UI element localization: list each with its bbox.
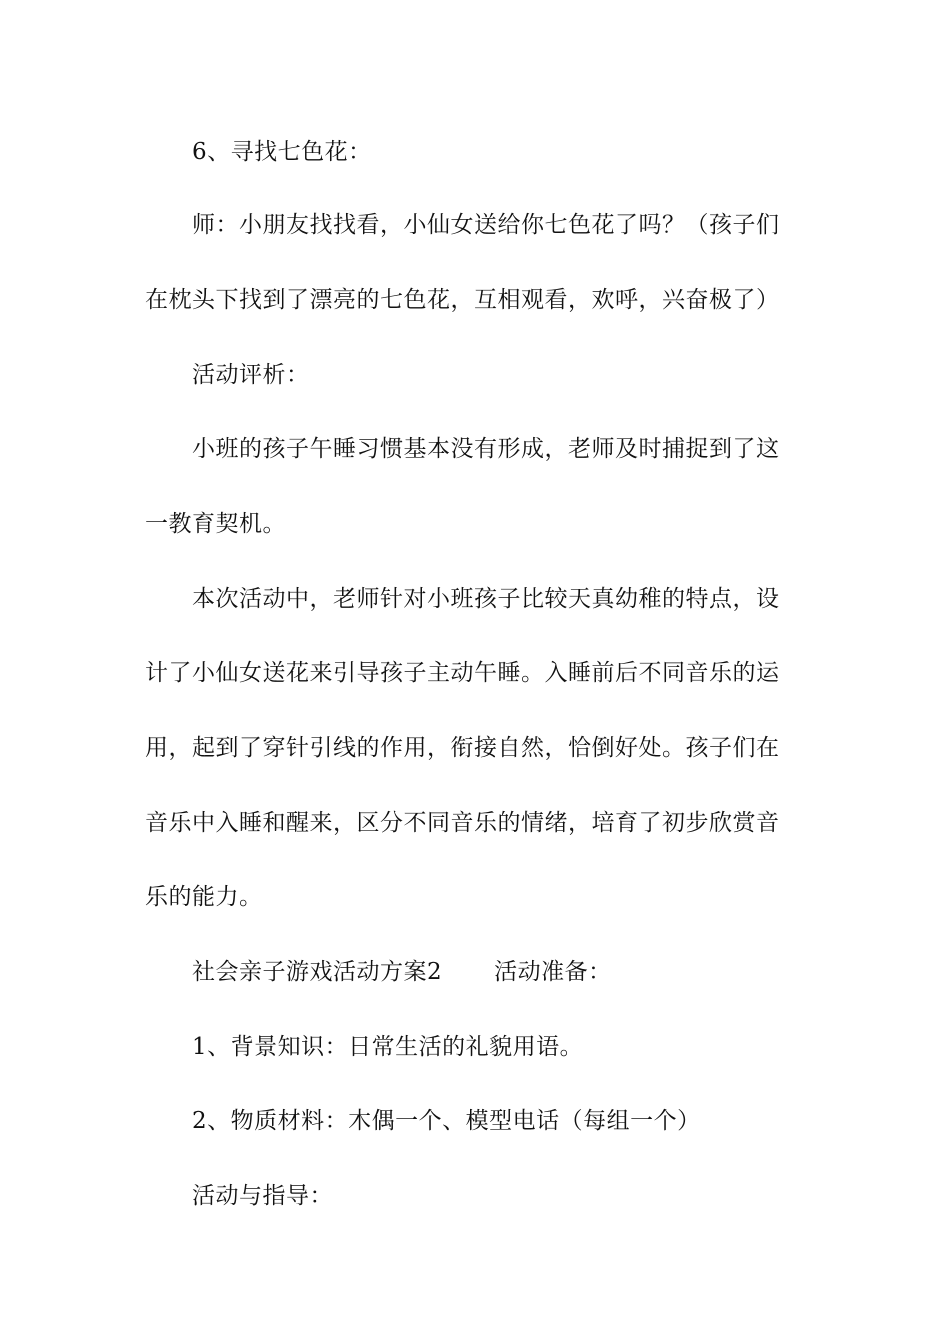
section-heading-analysis: 活动评析：: [192, 362, 310, 388]
paragraph-line: 用，起到了穿针引线的作用，衔接自然，恰倒好处。孩子们在: [145, 735, 780, 761]
list-item: 2、物质材料：木偶一个、模型电话（每组一个）: [192, 1108, 701, 1134]
section-heading-preparation: 活动准备：: [494, 959, 612, 985]
paragraph-line: 在枕头下找到了漂亮的七色花，互相观看，欢呼，兴奋极了）: [145, 287, 780, 313]
paragraph-line: 本次活动中，老师针对小班孩子比较天真幼稚的特点，设: [192, 586, 780, 612]
section-heading-find-flower: 6、寻找七色花：: [192, 139, 372, 165]
paragraph-line: 音乐中入睡和醒来，区分不同音乐的情绪，培育了初步欣赏音: [145, 810, 780, 836]
paragraph-line: 乐的能力。: [145, 884, 263, 910]
paragraph-line: 一教育契机。: [145, 511, 286, 537]
plan-title: 社会亲子游戏活动方案2: [192, 959, 443, 985]
section-heading-guidance: 活动与指导：: [192, 1183, 333, 1209]
paragraph-line: 师：小朋友找找看，小仙女送给你七色花了吗？（孩子们: [192, 212, 780, 238]
plan-title-line: [192, 957, 857, 987]
list-item: 1、背景知识：日常生活的礼貌用语。: [192, 1034, 584, 1060]
paragraph-line: 小班的孩子午睡习惯基本没有形成，老师及时捕捉到了这: [192, 436, 780, 462]
paragraph-line: 计了小仙女送花来引导孩子主动午睡。入睡前后不同音乐的运: [145, 660, 780, 686]
